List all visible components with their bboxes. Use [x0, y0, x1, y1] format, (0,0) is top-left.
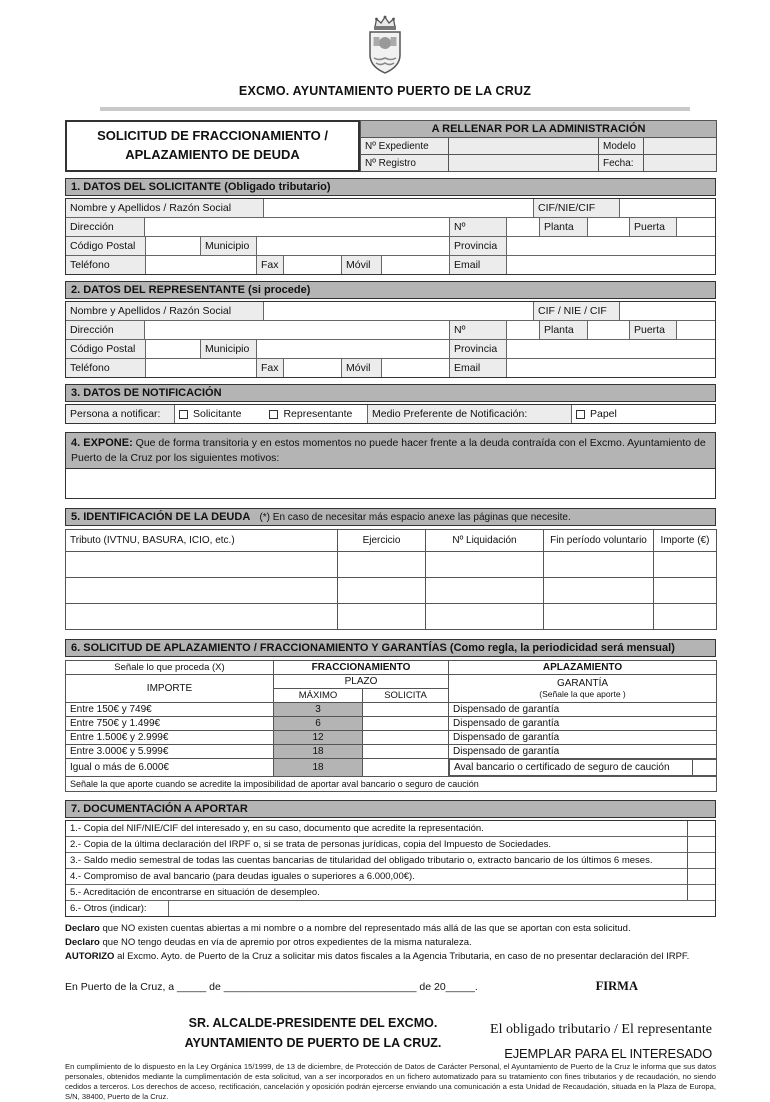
s1-cif-label: CIF/NIE/CIF — [533, 199, 619, 217]
papel-option-label: Papel — [590, 408, 617, 420]
s2-puerta-label: Puerta — [629, 321, 676, 339]
s2-telefono-label: Teléfono — [66, 359, 145, 377]
s2-cif-input[interactable] — [619, 302, 715, 320]
doc-item-row — [66, 836, 715, 852]
signer-block — [483, 1014, 716, 1061]
s1-provincia-label: Provincia — [449, 237, 506, 255]
plan-row — [66, 745, 717, 759]
plan-solicita-input[interactable] — [363, 745, 449, 759]
s1-movil-input[interactable] — [381, 256, 449, 274]
solicitante-option-label: Solicitante — [193, 408, 242, 420]
s1-nombre-label: Nombre y Apellidos / Razón Social — [66, 199, 263, 217]
plan-garantia: Dispensado de garantía — [449, 703, 717, 717]
representante-option-label: Representante — [283, 408, 353, 420]
s1-email-label: Email — [449, 256, 506, 274]
deuda-row — [66, 578, 717, 604]
s1-fax-input[interactable] — [283, 256, 341, 274]
doc-item-text: 5.- Acreditación de encontrarse en situación de desempleo. — [70, 887, 320, 899]
section6-header: 6. SOLICITUD DE APLAZAMIENTO / FRACCIONAMIENTO Y GARANTÍAS (Como regla, la periodicidad será mensual) — [65, 639, 716, 657]
plan-col1-header: Señale lo que proceda (X) — [66, 661, 274, 675]
plan-table — [65, 660, 717, 792]
declaration-text: al Excmo. Ayto. de Puerto de la Cruz a solicitar mis datos fiscales a la Agencia Tributaria, en caso de no presentar declaración del IRPF. — [114, 950, 690, 962]
modelo-input[interactable] — [644, 138, 717, 155]
deuda-fin-input[interactable] — [544, 578, 654, 604]
doc-item-text: 3.- Saldo medio semestral de todas las cuentas bancarias de titularidad del obligado tributario o, extracto bancario de los últimos 6 meses. — [70, 855, 653, 867]
date-fill-line[interactable]: En Puerto de la Cruz, a _____ de _________________________________ de 20_____. — [65, 980, 478, 993]
plan-importe: Igual o más de 6.000€ — [66, 759, 274, 777]
plan-importe: Entre 3.000€ y 5.999€ — [66, 745, 274, 759]
declaration-line — [65, 936, 716, 950]
expone-text: Que de forma transitoria y en estos momentos no puede hacer frente a la deuda contraída con el Excmo. Ayuntamiento de Puerto de la Cruz por los siguientes motivos: — [71, 437, 706, 464]
deuda-header-row — [66, 530, 717, 552]
section4-header — [66, 433, 715, 468]
expediente-label: Nº Expediente — [361, 138, 449, 155]
deuda-ejercicio-input[interactable] — [338, 578, 426, 604]
representante-option[interactable] — [269, 408, 352, 420]
s1-municipio-input[interactable] — [256, 237, 449, 255]
section2-header: 2. DATOS DEL REPRESENTANTE (si procede) — [65, 281, 716, 299]
fecha-label: Fecha: — [599, 155, 644, 172]
s1-puerta-input[interactable] — [676, 218, 715, 236]
plan-row — [66, 731, 717, 745]
doc-item-text: 4.- Compromiso de aval bancario (para deudas iguales o superiores a 6.000,00€). — [70, 871, 415, 883]
s1-municipio-label: Municipio — [200, 237, 256, 255]
plan-maximo: 18 — [274, 759, 363, 777]
deuda-liquidacion-input[interactable] — [426, 552, 544, 578]
section3-header: 3. DATOS DE NOTIFICACIÓN — [65, 384, 716, 402]
s1-telefono-input[interactable] — [145, 256, 256, 274]
section3-table — [65, 404, 716, 424]
s1-nombre-input[interactable] — [263, 199, 533, 217]
footer-row — [65, 1014, 716, 1061]
plan-solicita-input[interactable] — [363, 717, 449, 731]
plan-maximo: 18 — [274, 745, 363, 759]
s1-cif-input[interactable] — [619, 199, 715, 217]
header-divider — [100, 107, 690, 111]
otros-label: 6.- Otros (indicar): — [66, 901, 169, 916]
plan-maximo: 12 — [274, 731, 363, 745]
deuda-col-tributo: Tributo (IVTNU, BASURA, ICIO, etc.) — [66, 530, 338, 552]
aval-checkbox[interactable] — [692, 760, 716, 775]
s2-provincia-input[interactable] — [506, 340, 715, 358]
declarations — [65, 922, 716, 963]
s2-provincia-label: Provincia — [449, 340, 506, 358]
s2-movil-input[interactable] — [381, 359, 449, 377]
doc-item-checkbox[interactable] — [687, 837, 715, 852]
deuda-table — [65, 529, 717, 630]
s2-fax-label: Fax — [256, 359, 283, 377]
fraccionamiento-header: FRACCIONAMIENTO — [274, 661, 449, 675]
section5-header — [65, 508, 716, 526]
solicitante-option[interactable] — [179, 408, 241, 420]
plan-row — [66, 703, 717, 717]
registro-label: Nº Registro — [361, 155, 449, 172]
garantia-header-text: GARANTÍA — [556, 678, 609, 690]
s2-fax-input[interactable] — [283, 359, 341, 377]
s2-direccion-label: Dirección — [66, 321, 144, 339]
doc-item-row — [66, 852, 715, 868]
solicita-header: SOLICITA — [363, 689, 449, 703]
deuda-importe-input[interactable] — [654, 552, 717, 578]
plan-garantia: Dispensado de garantía — [449, 731, 717, 745]
expone-title: 4. EXPONE: — [71, 437, 133, 449]
plan-solicita-input[interactable] — [363, 731, 449, 745]
plan-importe: Entre 1.500€ y 2.999€ — [66, 731, 274, 745]
s1-planta-input[interactable] — [587, 218, 629, 236]
deuda-col-ejercicio: Ejercicio — [338, 530, 426, 552]
plan-solicita-input[interactable] — [363, 759, 449, 777]
expone-writein-area[interactable] — [66, 468, 715, 498]
doc-item-text: 1.- Copia del NIF/NIE/CIF del interesado y, en su caso, documento que acredite la representación. — [70, 823, 484, 835]
s1-direccion-input[interactable] — [144, 218, 449, 236]
fecha-input[interactable] — [644, 155, 717, 172]
doc-item-row — [66, 868, 715, 884]
deuda-tributo-input[interactable] — [66, 604, 338, 630]
garantia-header — [449, 675, 717, 703]
doc-item-row — [66, 821, 715, 836]
doc-otros-row — [66, 900, 715, 916]
form-title-line1: SOLICITUD DE FRACCIONAMIENTO / — [97, 128, 328, 144]
declaration-line — [65, 922, 716, 936]
plan-maximo: 3 — [274, 703, 363, 717]
crest-container — [0, 0, 770, 81]
plan-solicita-input[interactable] — [363, 703, 449, 717]
section7-header: 7. DOCUMENTACIÓN A APORTAR — [65, 800, 716, 818]
plan-footnote: Señale la que aporte cuando se acredite la imposibilidad de aportar aval bancario o seguro de caución — [66, 777, 717, 792]
deuda-importe-input[interactable] — [654, 604, 717, 630]
papel-option[interactable] — [571, 405, 715, 423]
representante-checkbox[interactable] — [269, 410, 278, 419]
addressee-line2: AYUNTAMIENTO DE PUERTO DE LA CRUZ. — [184, 1035, 442, 1050]
deuda-fin-input[interactable] — [544, 604, 654, 630]
s2-cif-label: CIF / NIE / CIF — [533, 302, 619, 320]
persona-notificar-label: Persona a notificar: — [66, 405, 174, 423]
plan-importe: Entre 750€ y 1.499€ — [66, 717, 274, 731]
garantia-subheader: (Señale la que aporte ) — [539, 689, 626, 700]
doc-item-row — [66, 884, 715, 900]
doc-item-checkbox[interactable] — [687, 869, 715, 884]
documentacion-list — [65, 820, 716, 917]
section5-title: 5. IDENTIFICACIÓN DE LA DEUDA — [71, 511, 251, 524]
plan-maximo: 6 — [274, 717, 363, 731]
papel-checkbox[interactable] — [576, 410, 585, 419]
date-signature-row — [65, 979, 716, 994]
section4-box — [65, 432, 716, 499]
declaration-lead: Declaro — [65, 923, 100, 935]
registro-input[interactable] — [449, 155, 599, 172]
doc-item-checkbox[interactable] — [687, 885, 715, 900]
declaration-text: que NO tengo deudas en vía de apremio por otros expedientes de la misma naturaleza. — [99, 936, 472, 948]
addressee-block — [143, 1014, 483, 1061]
plan-importe: Entre 150€ y 749€ — [66, 703, 274, 717]
section5-note: (*) En caso de necesitar más espacio anexe las páginas que necesite. — [259, 512, 571, 524]
section1-table — [65, 198, 716, 275]
doc-item-text: 2.- Copia de la última declaración del IRPF o, si se trata de personas jurídicas, copia del Impuesto de Sociedades. — [70, 839, 552, 851]
expediente-input[interactable] — [449, 138, 599, 155]
deuda-liquidacion-input[interactable] — [426, 578, 544, 604]
s2-planta-input[interactable] — [587, 321, 629, 339]
plan-garantia: Dispensado de garantía — [449, 745, 717, 759]
s1-movil-label: Móvil — [341, 256, 381, 274]
legal-notice: En cumplimiento de lo dispuesto en la Ley Orgánica 15/1999, de 13 de diciembre, de Protección de Datos de Carácter Personal, el Ayuntamiento de Puerto de la Cruz le informa que sus datos personales, obtenidos mediante la cumplimentación de esta solicitud, van a ser incorporados en un fichero automatizado para su tratamiento con fines tributarios y de recaudación, no siendo cedidos a terceros. Los derechos de acceso, rectificación, cancelación y oposición podrán ejercerse enviando una comunicación a esta Unidad de Recaudación, situada en la Plaza de Europa, S/N, 38400, Puerto de la Cruz. — [65, 1062, 716, 1101]
plan-row — [66, 759, 717, 777]
s1-email-input[interactable] — [506, 256, 715, 274]
deuda-tributo-input[interactable] — [66, 578, 338, 604]
deuda-fin-input[interactable] — [544, 552, 654, 578]
s1-telefono-label: Teléfono — [66, 256, 145, 274]
plan-garantia: Dispensado de garantía — [449, 717, 717, 731]
plan-garantia-aval — [449, 759, 717, 776]
section1-header: 1. DATOS DEL SOLICITANTE (Obligado tributario) — [65, 178, 716, 196]
deuda-tributo-input[interactable] — [66, 552, 338, 578]
s2-municipio-label: Municipio — [200, 340, 256, 358]
firma-label: FIRMA — [595, 979, 638, 994]
importe-header: IMPORTE — [66, 675, 274, 703]
otros-input[interactable] — [169, 901, 715, 916]
deuda-row — [66, 604, 717, 630]
deuda-col-fin-periodo: Fin período voluntario — [544, 530, 654, 552]
s2-cp-label: Código Postal — [66, 340, 145, 358]
medio-notificacion-label: Medio Preferente de Notificación: — [367, 405, 571, 423]
aval-garantia-text: Aval bancario o certificado de seguro de caución — [454, 762, 670, 774]
deuda-row — [66, 552, 717, 578]
s1-cp-label: Código Postal — [66, 237, 145, 255]
s2-movil-label: Móvil — [341, 359, 381, 377]
addressee-line1: SR. ALCALDE-PRESIDENTE DEL EXCMO. — [188, 1016, 438, 1031]
admin-box — [360, 120, 716, 172]
declaration-lead: AUTORIZO — [65, 950, 115, 962]
declaration-line — [65, 950, 716, 964]
deuda-liquidacion-input[interactable] — [426, 604, 544, 630]
declaration-text: que NO existen cuentas abiertas a mi nombre o a nombre del representado más allá de las que se aportan con esta solicitud. — [99, 923, 631, 935]
deuda-ejercicio-input[interactable] — [338, 552, 426, 578]
s1-numero-input[interactable] — [506, 218, 539, 236]
s2-puerta-input[interactable] — [676, 321, 715, 339]
section2-table — [65, 301, 716, 378]
admin-box-title: A RELLENAR POR LA ADMINISTRACIÓN — [361, 121, 717, 138]
s1-numero-label: Nº — [449, 218, 506, 236]
plazo-header: PLAZO — [274, 675, 449, 689]
s2-cp-input[interactable] — [145, 340, 200, 358]
deuda-ejercicio-input[interactable] — [338, 604, 426, 630]
deuda-col-importe: Importe (€) — [654, 530, 717, 552]
s2-numero-label: Nº — [449, 321, 506, 339]
s1-direccion-label: Dirección — [66, 218, 144, 236]
s2-numero-input[interactable] — [506, 321, 539, 339]
deuda-col-liquidacion: Nº Liquidación — [426, 530, 544, 552]
municipal-crest-icon — [362, 16, 408, 76]
municipality-title: EXCMO. AYUNTAMIENTO PUERTO DE LA CRUZ — [238, 84, 532, 98]
copy-label: EJEMPLAR PARA EL INTERESADO — [504, 1046, 712, 1062]
s1-planta-label: Planta — [539, 218, 587, 236]
s1-provincia-input[interactable] — [506, 237, 715, 255]
signer-label: El obligado tributario / El representante — [490, 1022, 712, 1038]
deuda-importe-input[interactable] — [654, 578, 717, 604]
aplazamiento-header: APLAZAMIENTO — [449, 661, 717, 675]
plan-row — [66, 717, 717, 731]
form-title-line2: APLAZAMIENTO DE DEUDA — [125, 147, 300, 162]
doc-item-checkbox[interactable] — [687, 821, 715, 836]
s2-nombre-label: Nombre y Apellidos / Razón Social — [66, 302, 263, 320]
modelo-label: Modelo — [599, 138, 644, 155]
s1-cp-input[interactable] — [145, 237, 200, 255]
s1-puerta-label: Puerta — [629, 218, 676, 236]
s2-planta-label: Planta — [539, 321, 587, 339]
s1-fax-label: Fax — [256, 256, 283, 274]
s2-nombre-input[interactable] — [263, 302, 533, 320]
s2-municipio-input[interactable] — [256, 340, 449, 358]
s2-email-label: Email — [449, 359, 506, 377]
solicitante-checkbox[interactable] — [179, 410, 188, 419]
s2-email-input[interactable] — [506, 359, 715, 377]
s2-telefono-input[interactable] — [145, 359, 256, 377]
maximo-header: MÁXIMO — [274, 689, 363, 703]
s2-direccion-input[interactable] — [144, 321, 449, 339]
doc-item-checkbox[interactable] — [687, 853, 715, 868]
form-title-box — [65, 120, 360, 172]
declaration-lead: Declaro — [65, 936, 100, 948]
